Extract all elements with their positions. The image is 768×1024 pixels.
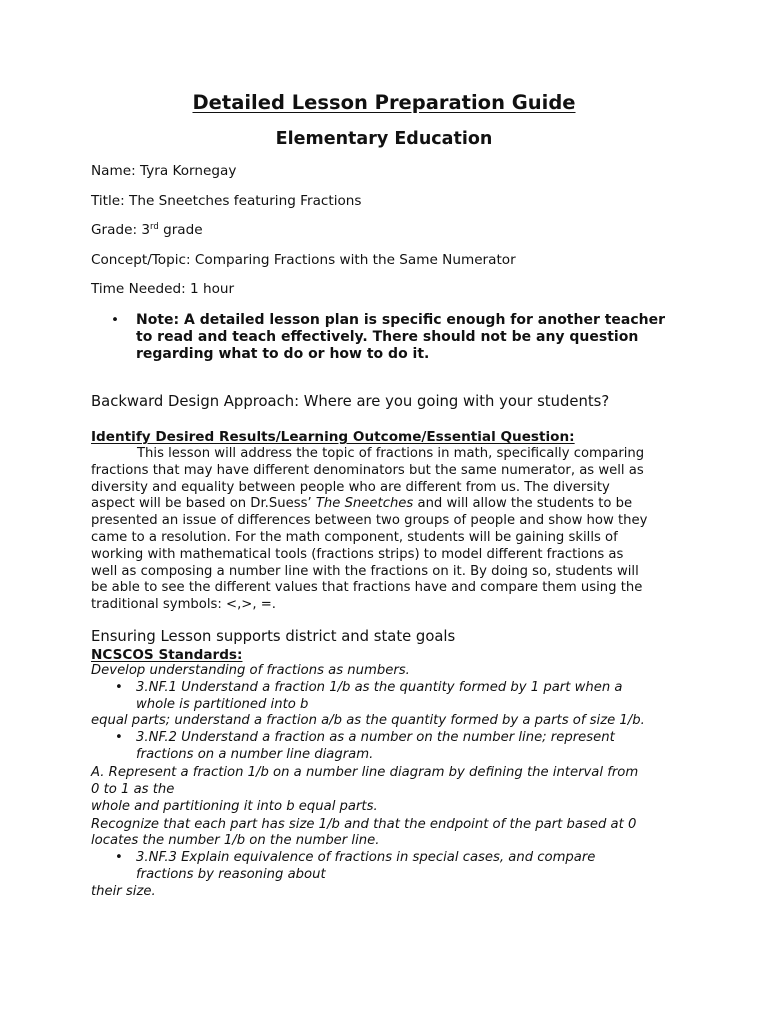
standard-3nf2b-cont: locates the number 1/b on the number line. [91,833,380,849]
title-line: Title: The Sneetches featuring Fractions [91,193,362,209]
description-line: working with mathematical tools (fractions strips) to model different fractions as [91,546,624,562]
grade-line [91,222,203,238]
standard-3nf2-cont: fractions on a number line diagram. [136,747,374,762]
standard-3nf3-cont: fractions by reasoning about [136,867,326,882]
standard-3nf1-cont: whole is partitioned into b [136,696,309,712]
description-line: diversity and equality between people who are different from us. The diversity [91,479,610,495]
goals-heading: Ensuring Lesson supports district and state goals [91,628,456,645]
standard-3nf2: 3.NF.2 Understand a fraction as a number on the number line; represent [136,730,615,746]
description-line: well as composing a number line with the fractions on it. By doing so, students will [91,563,639,579]
bullet-icon: • [115,679,123,695]
standard-3nf3: 3.NF.3 Explain equivalence of fractions in special cases, and compare [136,850,596,866]
standard-3nf1-cont: equal parts; understand a fraction a/b as the quantity formed by a parts of size 1/b. [91,713,645,729]
name-line: Name: Tyra Kornegay [91,163,237,179]
bullet-icon: • [115,850,123,866]
description-text: aspect will be based on Dr.Suess’ [91,496,316,512]
grade-suffix: grade [158,222,203,238]
standard-3nf2a: A. Represent a fraction 1/b on a number line diagram by defining the interval from [91,765,639,780]
standard-3nf2a-cont: whole and partitioning it into b equal parts. [91,798,378,814]
standards-list [91,663,691,903]
document-subtitle: Elementary Education [275,129,493,149]
grade-superscript: rd [150,222,159,232]
description-line: presented an issue of differences between two groups of people and show how they [91,513,648,529]
note-text: Note: A detailed lesson plan is specific enough for another teacher to read and teach effectively. There should not be any question regarding what to do or how to do it. [136,312,666,362]
time-line: Time Needed: 1 hour [91,281,235,297]
standard-3nf2a-cont: 0 to 1 as the [91,781,175,797]
grade-prefix: Grade: 3 [91,222,150,238]
description-line: This lesson will address the topic of fractions in math, specifically comparing [137,446,645,461]
concept-line: Concept/Topic: Comparing Fractions with the Same Numerator [91,252,516,268]
bullet-icon: • [111,312,120,328]
bullet-icon: • [115,730,123,746]
description-line: came to a resolution. For the math component, students will be gaining skills of [91,530,618,545]
document-title: Detailed Lesson Preparation Guide [192,91,576,114]
book-title: The Sneetches [315,496,414,512]
description-line [91,496,632,513]
description-line: fractions that may have different denominators but the same numerator, as well as [91,462,644,478]
standards-intro: Develop understanding of fractions as numbers. [91,663,410,678]
description-line: traditional symbols: <,>, =. [91,597,276,613]
description-text: and will allow the students to be [413,496,633,512]
ncscos-heading: NCSCOS Standards: [91,647,243,663]
standard-3nf1: 3.NF.1 Understand a fraction 1/b as the quantity formed by 1 part when a [136,679,623,695]
standard-3nf3-cont: their size. [91,883,156,899]
desired-results-heading: Identify Desired Results/Learning Outcome/Essential Question: [91,429,575,445]
backward-design-heading: Backward Design Approach: Where are you going with your students? [91,393,610,410]
description-line: be able to see the different values that fractions have and compare them using the [91,580,643,596]
standard-3nf2b: Recognize that each part has size 1/b and that the endpoint of the part based at 0 [91,816,637,832]
lesson-description [91,446,691,616]
